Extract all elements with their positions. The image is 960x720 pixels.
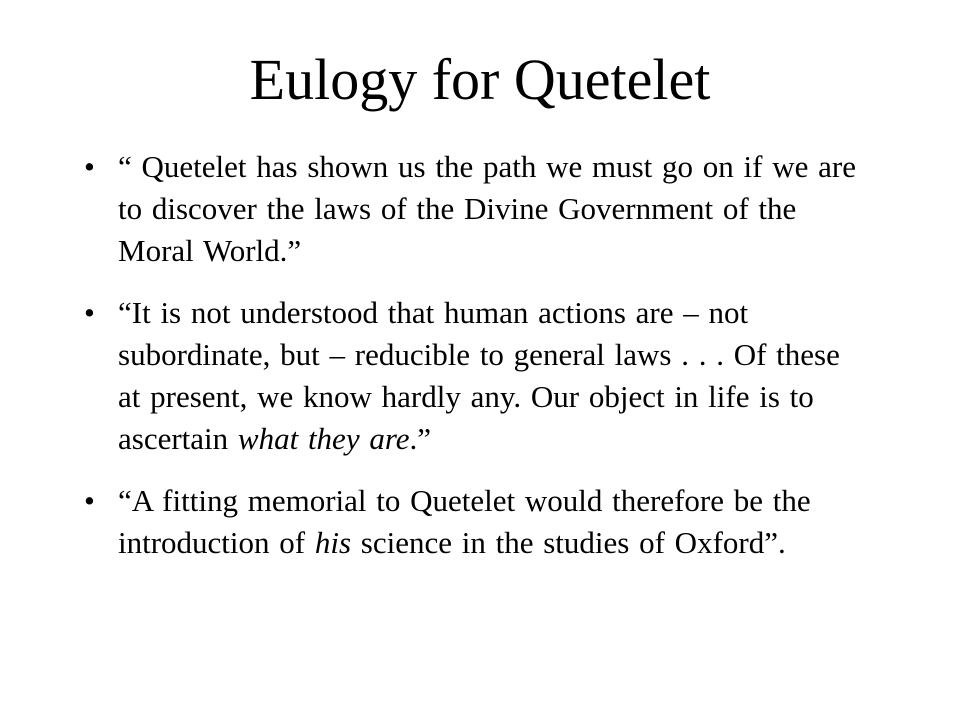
bullet-text-run: “ Quetelet has shown us the path we must go on if we are to discover the laws of the Divine Government of the Moral World.”	[118, 149, 856, 268]
bullet-point-icon: •	[84, 149, 95, 184]
bullet-point-icon: •	[84, 295, 95, 330]
bullet-item-2	[0, 292, 960, 460]
bullet-item-3	[0, 480, 960, 564]
bullet-text-italic: what they are	[237, 421, 410, 456]
bullet-text-italic: his	[314, 525, 352, 560]
bullet-text-run: “A fitting memorial to Quetelet would therefore be the introduction of	[118, 483, 811, 560]
bullet-text	[118, 292, 863, 460]
bullet-text-run: “It is not understood that human actions are – not subordinate, but – reducible to general laws . . . Of these at present, we know hardly any. Our object in life is to ascertain	[118, 295, 840, 456]
bullet-text-run: .”	[409, 421, 432, 456]
bullet-text-run: science in the studies of Oxford”.	[351, 525, 786, 560]
bullet-point-icon: •	[84, 483, 95, 518]
bullet-text	[118, 146, 863, 272]
bullet-item-1	[0, 146, 960, 272]
bullet-list	[0, 146, 960, 584]
slide-title: Eulogy for Quetelet	[249, 47, 711, 112]
bullet-text	[118, 480, 863, 564]
